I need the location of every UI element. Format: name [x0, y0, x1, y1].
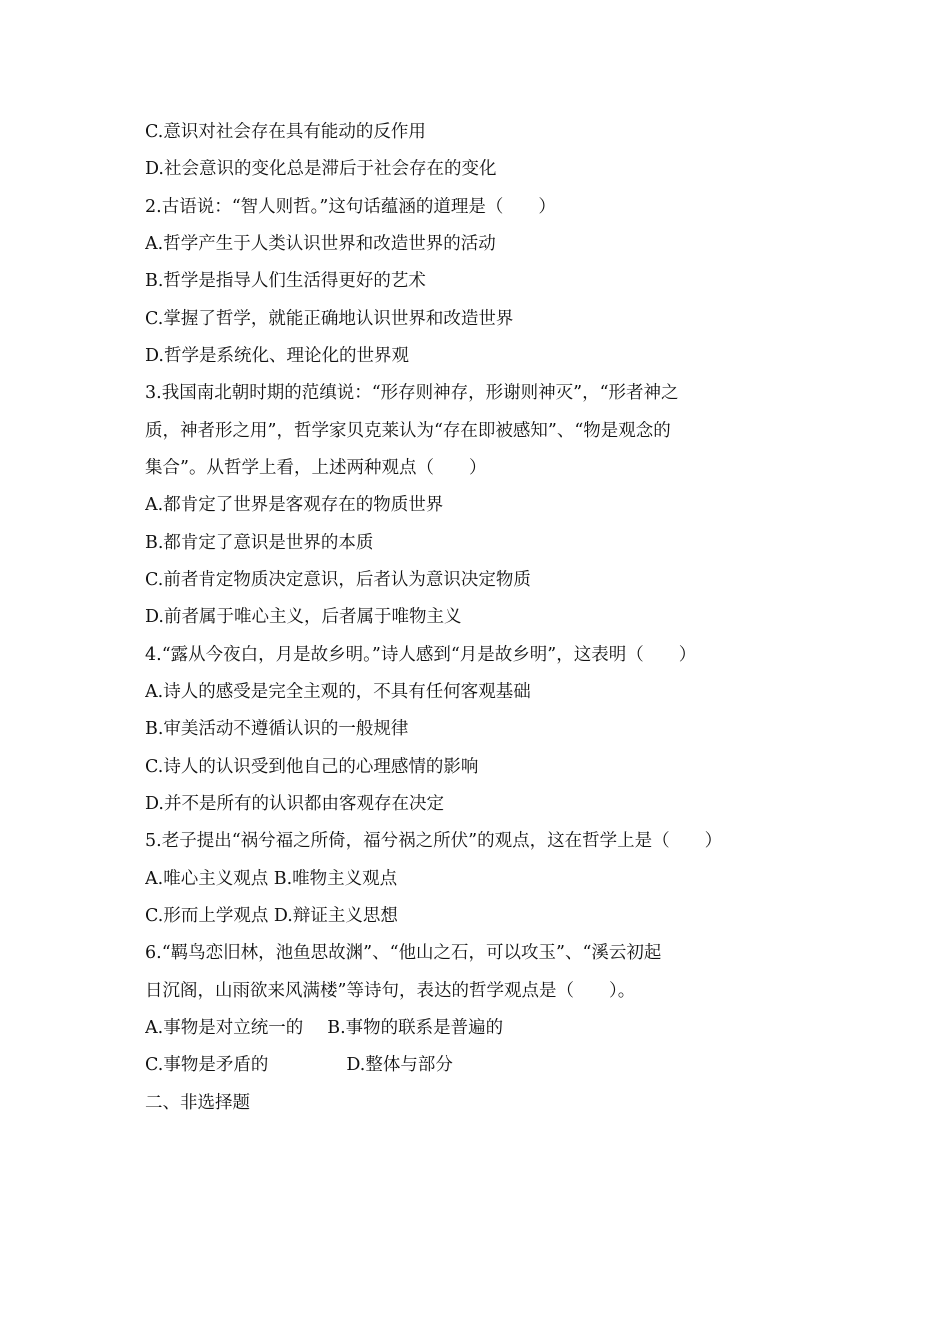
question-6-line-1: 6.“羁鸟恋旧林，池鱼思故渊”、“他山之石，可以攻玉”、“溪云初起 [145, 943, 662, 963]
option-3a: A.都肯定了世界是客观存在的物质世界 [145, 495, 444, 515]
options-6-cd [145, 1053, 815, 1077]
question-4: 4.“露从今夜白，月是故乡明。”诗人感到“月是故乡明”，这表明（ ） [145, 645, 697, 665]
option-4c: C.诗人的认识受到他自己的心理感情的影响 [145, 757, 479, 777]
question-2: 2.古语说：“智人则哲。”这句话蕴涵的道理是（ ） [145, 197, 556, 217]
option-6c: C.事物是矛盾的 [145, 1055, 269, 1075]
option-2a: A.哲学产生于人类认识世界和改造世界的活动 [145, 234, 496, 254]
question-3-line-3: 集合”。从哲学上看，上述两种观点（ ） [145, 458, 487, 478]
option-3d: D.前者属于唯心主义，后者属于唯物主义 [145, 607, 462, 627]
option-6a: A.事物是对立统一的 [145, 1018, 304, 1038]
options-6-ab [145, 1016, 815, 1040]
option-1c: C.意识对社会存在具有能动的反作用 [145, 122, 426, 142]
section-heading: 二、非选择题 [145, 1093, 250, 1113]
option-2c: C.掌握了哲学，就能正确地认识世界和改造世界 [145, 309, 514, 329]
option-4a: A.诗人的感受是完全主观的，不具有任何客观基础 [145, 682, 531, 702]
option-3c: C.前者肯定物质决定意识，后者认为意识决定物质 [145, 570, 531, 590]
option-4d: D.并不是所有的认识都由客观存在决定 [145, 794, 444, 814]
option-2d: D.哲学是系统化、理论化的世界观 [145, 346, 409, 366]
options-5-cd: C.形而上学观点 D.辩证主义思想 [145, 906, 398, 926]
option-6b: B.事物的联系是普遍的 [327, 1018, 504, 1038]
question-6-line-2: 日沉阁，山雨欲来风满楼”等诗句，表达的哲学观点是（ ）。 [145, 981, 636, 1001]
option-1d: D.社会意识的变化总是滞后于社会存在的变化 [145, 159, 497, 179]
options-5-ab: A.唯心主义观点 B.唯物主义观点 [145, 869, 398, 889]
question-3-line-2: 质，神者形之用”，哲学家贝克莱认为“存在即被感知”、“物是观念的 [145, 421, 671, 441]
option-2b: B.哲学是指导人们生活得更好的艺术 [145, 271, 426, 291]
option-4b: B.审美活动不遵循认识的一般规律 [145, 719, 409, 739]
option-6d: D.整体与部分 [346, 1055, 453, 1075]
option-3b: B.都肯定了意识是世界的本质 [145, 533, 374, 553]
question-3-line-1: 3.我国南北朝时期的范缜说：“形存则神存，形谢则神灭”，“形者神之 [145, 383, 679, 403]
question-5: 5.老子提出“祸兮福之所倚，福兮祸之所伏”的观点，这在哲学上是（ ） [145, 831, 723, 851]
